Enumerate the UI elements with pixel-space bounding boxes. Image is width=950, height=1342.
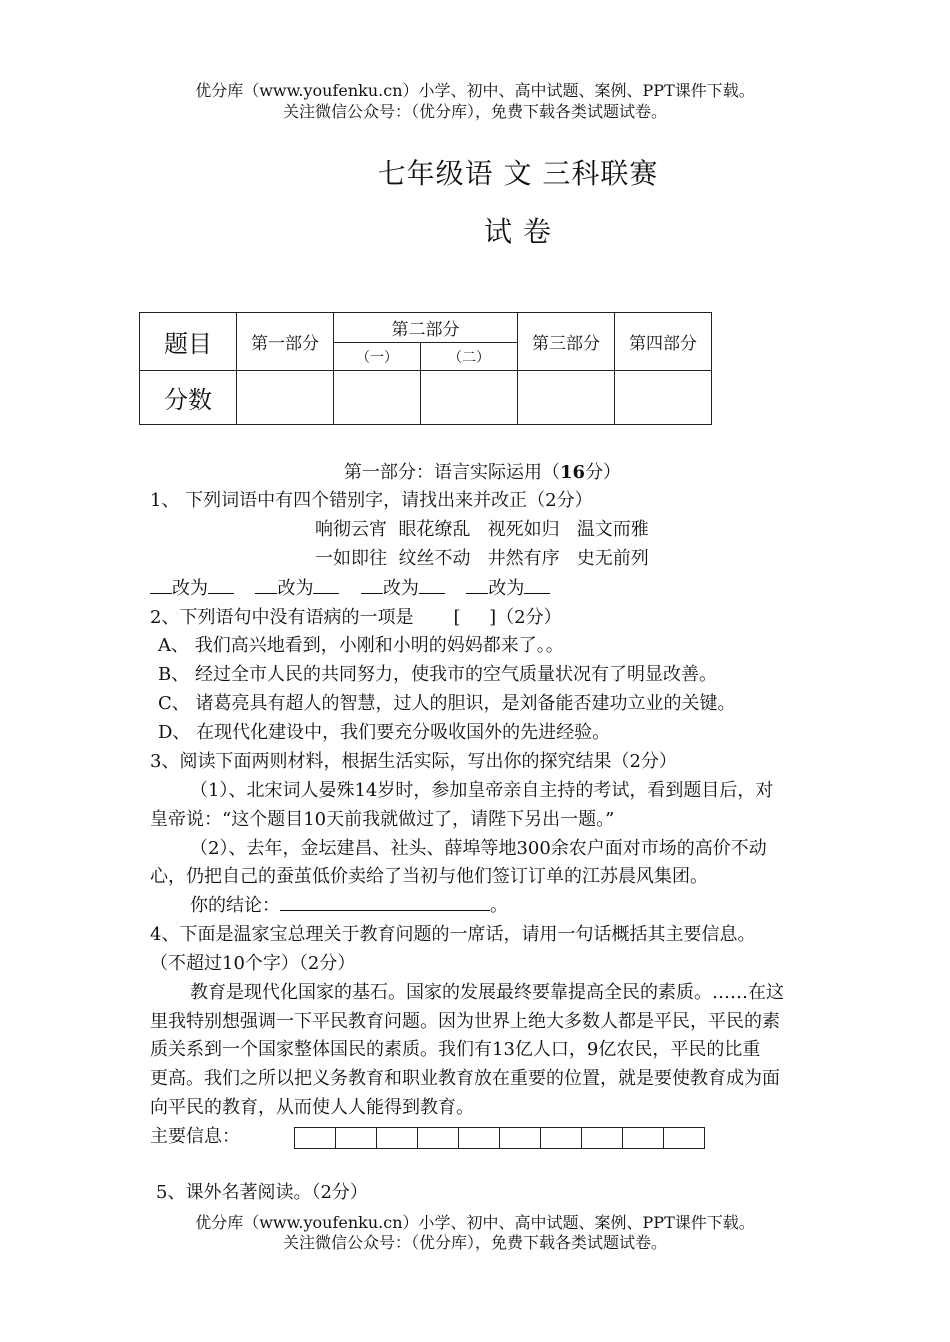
- score-cell-part2-sub2[interactable]: [421, 371, 518, 425]
- blank-wrong-1[interactable]: [150, 575, 172, 594]
- q2-option-c: C、 诸葛亮具有超人的智慧，过人的胆识，是刘备能否建功立业的关键。: [158, 693, 736, 714]
- row-label-question: 题目: [140, 313, 237, 371]
- col-part3: 第三部分: [518, 313, 615, 371]
- header-line-1: 优分库（www.youfenku.cn）小学、初中、高中试题、案例、PPT课件下载。: [195, 81, 755, 100]
- blank-fix-3[interactable]: [419, 575, 445, 594]
- row-label-score: 分数: [140, 371, 237, 425]
- score-cell-part4[interactable]: [615, 371, 712, 425]
- q2-option-a: A、 我们高兴地看到，小刚和小明的妈妈都来了。。: [158, 635, 564, 656]
- q3-conclusion-blank[interactable]: [280, 892, 490, 911]
- answer-char-box[interactable]: [377, 1128, 418, 1149]
- answer-char-box[interactable]: [500, 1128, 541, 1149]
- q3-material1-line2: 皇帝说：“这个题目10天前我就做过了，请陛下另出一题。”: [150, 809, 615, 830]
- q2-option-b: B、 经过全市人民的共同努力，使我市的空气质量状况有了明显改善。: [158, 664, 717, 685]
- q1-stem: 1、 下列词语中有四个错别字，请找出来并改正（2分）: [150, 490, 593, 511]
- blank-wrong-4[interactable]: [466, 575, 488, 594]
- q4-passage-line2: 里我特别想强调一下平民教育问题。因为世界上绝大多数人都是平民，平民的素: [150, 1011, 780, 1032]
- q4-answer-label: 主要信息：: [150, 1126, 240, 1147]
- q4-passage-line4: 更高。我们之所以把义务教育和职业教育放在重要的位置，就是要使教育成为面: [150, 1068, 780, 1089]
- col-part1: 第一部分: [237, 313, 334, 371]
- exam-title: 七年级语 文 三科联赛: [377, 157, 659, 190]
- col-part2-sub1: （一）: [334, 343, 421, 371]
- score-table: [139, 312, 712, 425]
- q2-answer-bracket[interactable]: [ ]: [453, 607, 497, 628]
- q2-option-d: D、 在现代化建设中，我们要充分吸收国外的先进经验。: [158, 722, 611, 743]
- q4-note: （不超过10个字）（2分）: [150, 953, 356, 974]
- answer-char-box[interactable]: [418, 1128, 459, 1149]
- q4-passage-line5: 向平民的教育，从而使人人能得到教育。: [150, 1097, 474, 1118]
- answer-char-box[interactable]: [582, 1128, 623, 1149]
- score-cell-part3[interactable]: [518, 371, 615, 425]
- section1-heading: 第一部分：语言实际运用（16分）: [344, 462, 622, 483]
- q1-correction-row: 改为 改为 改为 改为: [150, 574, 550, 600]
- col-part2: 第二部分: [334, 313, 518, 343]
- answer-char-box[interactable]: [295, 1128, 336, 1149]
- col-part2-sub2: （二）: [421, 343, 518, 371]
- q1-words-line1: 响彻云宵 眼花缭乱 视死如归 温文而雅: [315, 519, 649, 540]
- q3-material2-line1: （2）、去年，金坛建昌、社头、薛埠等地300余农户面对市场的高价不动: [190, 838, 767, 859]
- blank-wrong-3[interactable]: [361, 575, 383, 594]
- q4-passage-line3: 质关系到一个国家整体国民的素质。我们有13亿人口，9亿农民，平民的比重: [150, 1039, 761, 1060]
- q4-stem: 4、下面是温家宝总理关于教育问题的一席话，请用一句话概括其主要信息。: [150, 924, 756, 945]
- answer-char-box[interactable]: [459, 1128, 500, 1149]
- blank-fix-4[interactable]: [524, 575, 550, 594]
- score-cell-part1[interactable]: [237, 371, 334, 425]
- score-cell-part2-sub1[interactable]: [334, 371, 421, 425]
- q1-words-line2: 一如即往 纹丝不动 井然有序 史无前列: [315, 548, 649, 569]
- q5-stem: 5、课外名著阅读。（2分）: [156, 1182, 368, 1203]
- exam-subtitle: 试 卷: [484, 215, 552, 248]
- blank-fix-1[interactable]: [208, 575, 234, 594]
- blank-fix-2[interactable]: [313, 575, 339, 594]
- answer-char-box[interactable]: [336, 1128, 377, 1149]
- q3-material1-line1: （1）、北宋词人晏殊14岁时，参加皇帝亲自主持的考试，看到题目后，对: [190, 780, 774, 801]
- q4-answer-grid: [294, 1127, 705, 1149]
- q2-stem-row: 2、下列语句中没有语病的一项是 [ ]（2分）: [150, 607, 562, 628]
- footer-line-1: 优分库（www.youfenku.cn）小学、初中、高中试题、案例、PPT课件下载。: [195, 1213, 755, 1232]
- q3-conclusion-row: 你的结论： 。: [190, 891, 508, 917]
- answer-char-box[interactable]: [623, 1128, 664, 1149]
- col-part4: 第四部分: [615, 313, 712, 371]
- answer-char-box[interactable]: [664, 1128, 705, 1149]
- q3-material2-line2: 心，仍把自己的蚕茧低价卖给了当初与他们签订订单的江苏晨风集团。: [150, 866, 708, 887]
- blank-wrong-2[interactable]: [255, 575, 277, 594]
- header-line-2: 关注微信公众号：（优分库），免费下载各类试题试卷。: [282, 102, 667, 121]
- answer-char-box[interactable]: [541, 1128, 582, 1149]
- q3-stem: 3、阅读下面两则材料，根据生活实际，写出你的探究结果（2分）: [150, 751, 677, 772]
- q4-passage-line1: 教育是现代化国家的基石。国家的发展最终要靠提高全民的素质。……在这: [190, 982, 784, 1003]
- footer-line-2: 关注微信公众号：（优分库），免费下载各类试题试卷。: [282, 1233, 667, 1252]
